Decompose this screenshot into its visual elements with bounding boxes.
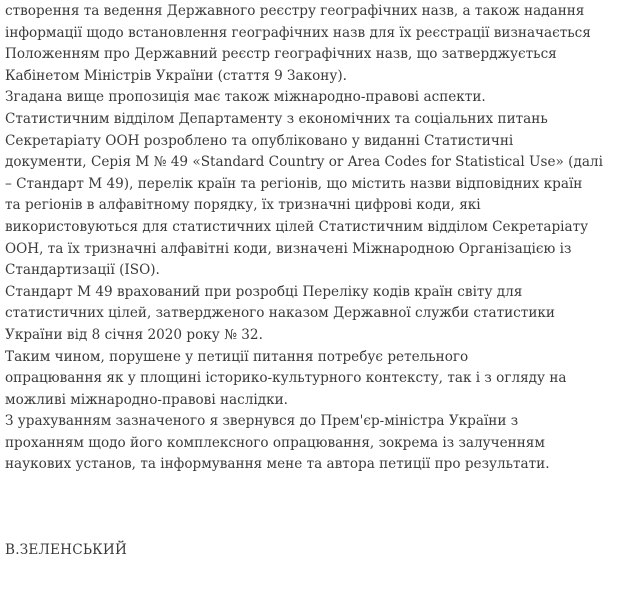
- text-line: Стандарт М 49 врахований при розробці Переліку кодів країн світу для: [5, 283, 523, 300]
- text-line: Положенням про Державний реєстр географічних назв, що затверджується: [5, 46, 557, 63]
- text-line: Таким чином, порушене у петиції питання потребує ретельного: [5, 348, 469, 365]
- text-line: Згадана вище пропозиція має також міжнародно-правові аспекти.: [5, 89, 486, 106]
- petition-response-text: [5, 1, 614, 476]
- text-line: – Стандарт М 49), перелік країн та регіонів, що містить назви відповідних країн: [5, 175, 583, 192]
- text-line: Статистичним відділом Департаменту з економічних та соціальних питань: [5, 110, 548, 127]
- text-line: наукових установ, та інформування мене та автора петиції про результати.: [5, 456, 550, 473]
- text-line: З урахуванням зазначеного я звернувся до Прем'єр-міністра України з: [5, 413, 519, 430]
- text-line: Секретаріату ООН розроблено та опубліковано у виданні Статистичні: [5, 132, 514, 149]
- text-line: інформації щодо встановлення географічних назв для їх реєстрації визначається: [5, 24, 591, 41]
- text-line: Кабінетом Міністрів України (стаття 9 Закону).: [5, 67, 347, 84]
- text-line: створення та ведення Державного реєстру географічних назв, а також надання: [5, 3, 585, 19]
- text-line: статистичних цілей, затвердженого наказом Державної служби статистики: [5, 305, 555, 322]
- text-line: та регіонів в алфавітному порядку, їх тризначні цифрові коди, які: [5, 197, 481, 214]
- text-line: України від 8 січня 2020 року № 32.: [5, 326, 263, 343]
- text-line: використовуються для статистичних цілей Статистичним відділом Секретаріату: [5, 218, 589, 235]
- text-line: Стандартизації (ISO).: [5, 262, 160, 279]
- text-line: опрацювання як у площині історико-культурного контексту, так і з огляду на: [5, 370, 567, 387]
- text-line: документи, Серія М № 49 «Standard Country or Area Codes for Statistical Use» (далі: [5, 154, 603, 171]
- text-line: проханням щодо його комплексного опрацювання, зокрема із залученням: [5, 434, 545, 451]
- signature: В.ЗЕЛЕНСЬКИЙ: [5, 542, 128, 558]
- text-line: можливі міжнародно-правові наслідки.: [5, 391, 288, 408]
- text-line: ООН, та їх тризначні алфавітні коди, визначені Міжнародною Організацією із: [5, 240, 572, 257]
